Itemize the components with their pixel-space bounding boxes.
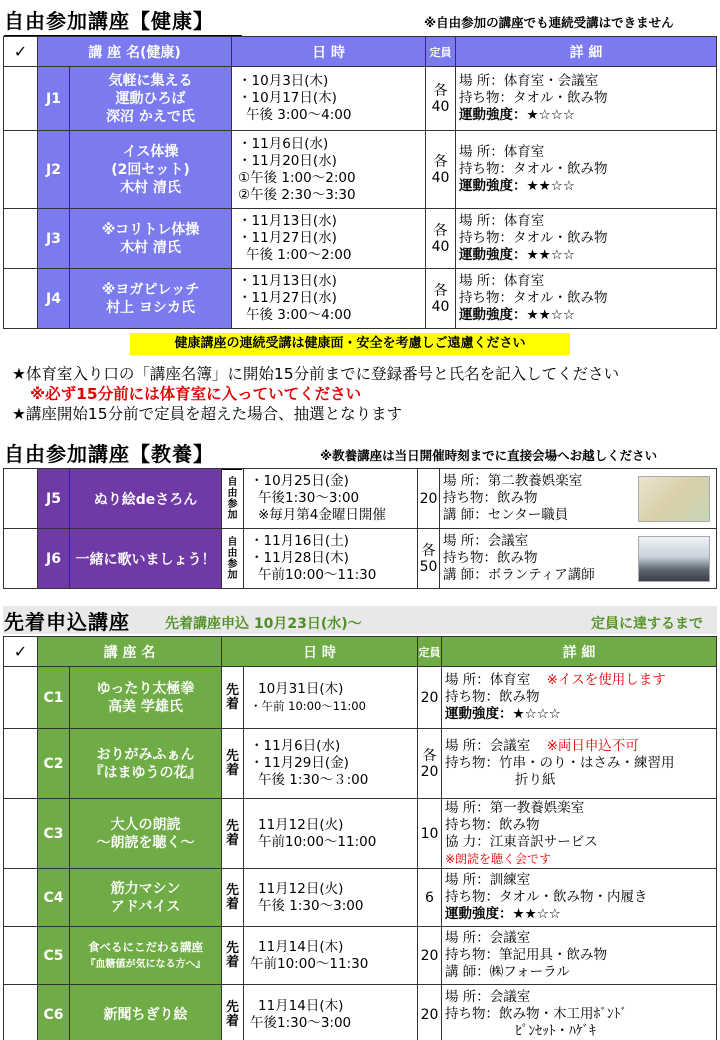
capacity xyxy=(418,799,442,869)
date-line: ・11月13日(水) xyxy=(238,273,337,289)
detail-items: 持ち物：タオル・飲み物 xyxy=(459,90,608,106)
detail-place: 場 所：会議室 xyxy=(445,989,531,1005)
capacity-value: 40 xyxy=(431,169,450,186)
table-row xyxy=(4,985,717,1040)
checkbox-cell[interactable] xyxy=(4,667,38,729)
course-name-line: 食べるにこだわる講座 xyxy=(88,939,203,954)
course-name xyxy=(70,985,222,1040)
table-header xyxy=(4,637,717,667)
course-detail xyxy=(442,869,717,927)
course-dates xyxy=(244,985,418,1040)
health-section-title xyxy=(4,5,214,34)
detail-items: 持ち物：タオル・飲み物・内履き xyxy=(445,889,648,905)
capacity-value: 20 xyxy=(420,689,439,706)
table-row xyxy=(4,209,717,269)
name-header: 講 座 名 xyxy=(38,637,222,667)
course-name xyxy=(70,799,222,869)
time-line: 午後 3:00～4:00 xyxy=(246,107,352,123)
tag-char: 自 xyxy=(227,536,238,548)
course-subtitle: 『血糖値が気になる方へ』 xyxy=(85,958,206,970)
table-row xyxy=(4,469,717,529)
detail-items: 持ち物：竹串・のり・はさみ・練習用 xyxy=(445,755,675,771)
checkbox-cell[interactable] xyxy=(4,131,38,209)
detail-items: 持ち物：タオル・飲み物 xyxy=(459,161,608,177)
course-code: C6 xyxy=(38,985,70,1040)
course-dates xyxy=(244,799,418,869)
coloring-photo xyxy=(638,476,710,522)
detail-items: 持ち物：タオル・飲み物 xyxy=(459,290,608,306)
course-detail xyxy=(456,67,717,131)
tag-char: 加 xyxy=(227,569,238,581)
instructor-name: 村上 ヨシカ氏 xyxy=(106,299,195,316)
course-name xyxy=(70,729,222,799)
time-line: 午前10:00～11:30 xyxy=(258,567,377,583)
capacity xyxy=(418,927,442,985)
instructor-name: 深沼 かえで氏 xyxy=(106,108,195,125)
date-line: 11月14日(木) xyxy=(258,997,344,1014)
checkbox-cell[interactable] xyxy=(4,67,38,131)
course-code: J6 xyxy=(38,529,70,589)
course-name xyxy=(70,209,232,269)
tag-char: 参 xyxy=(227,498,238,510)
first-come-tag xyxy=(222,667,244,729)
course-name xyxy=(70,667,222,729)
tag-char: 先 xyxy=(225,999,239,1015)
date-line: ・11月28日(木) xyxy=(250,550,349,566)
course-name-line: 運動ひろば xyxy=(115,90,186,107)
tag-char: 加 xyxy=(227,509,238,521)
course-code: J4 xyxy=(38,269,70,329)
capacity-prefix: 各 xyxy=(422,747,437,764)
detail-place: 場 所：会議室 xyxy=(443,533,529,549)
course-code: C3 xyxy=(38,799,70,869)
course-name xyxy=(70,67,232,131)
detail-place: 場 所：訓練室 xyxy=(445,872,531,888)
checkbox-cell[interactable] xyxy=(4,985,38,1040)
instructor-name: 木村 清氏 xyxy=(120,179,181,196)
free-entry-tag xyxy=(222,469,244,529)
first-come-tag xyxy=(222,985,244,1040)
detail-place: 場 所：体育室・会議室 xyxy=(459,73,599,89)
capacity-value: 40 xyxy=(431,238,450,255)
tag-char: 自 xyxy=(227,476,238,488)
time-line: 午後 3:00～4:00 xyxy=(246,307,352,323)
course-dates xyxy=(244,529,418,589)
time-line: 午後 1:00～2:00 xyxy=(246,247,352,263)
table-header xyxy=(4,37,717,67)
course-name xyxy=(70,269,232,329)
detail-instructor: 講 師：センター職員 xyxy=(443,507,569,523)
apply-start: 先着講座申込 10月23日(水)～ xyxy=(165,616,362,632)
checkbox-cell[interactable] xyxy=(4,529,38,589)
detail-intensity: 運動強度：★★☆☆ xyxy=(459,178,575,194)
detail-place: 場 所：第一教養娯楽室 xyxy=(445,799,585,816)
capacity-header: 定員 xyxy=(426,37,456,67)
tag-char: 着 xyxy=(225,954,239,970)
capacity-value: 20 xyxy=(419,490,438,507)
health-notes xyxy=(12,364,619,424)
date-line: ・11月29日(金) xyxy=(250,755,349,771)
course-detail xyxy=(442,799,717,869)
detail-place: 場 所：体育室 xyxy=(459,273,545,289)
table-row xyxy=(4,869,717,927)
table-row xyxy=(4,729,717,799)
date-line: 11月12日(火) xyxy=(258,816,344,833)
capacity-value: 10 xyxy=(420,825,439,842)
course-code: J2 xyxy=(38,131,70,209)
detail-warning: ※両日申込不可 xyxy=(546,738,639,754)
detail-items: 持ち物：筆記用具・飲み物 xyxy=(445,947,607,963)
course-dates xyxy=(244,869,418,927)
course-dates xyxy=(244,729,418,799)
edu-table xyxy=(3,468,717,589)
health-table xyxy=(3,36,717,329)
datetime-header: 日 時 xyxy=(232,37,426,67)
detail-intensity: 運動強度：★★☆☆ xyxy=(459,247,575,263)
course-code: J3 xyxy=(38,209,70,269)
course-name-line: 新聞ちぎり絵 xyxy=(103,1006,188,1023)
detail-header: 詳 細 xyxy=(456,37,717,67)
tag-char: 着 xyxy=(225,762,239,778)
first-come-tag xyxy=(222,927,244,985)
capacity xyxy=(418,529,440,589)
capacity-value: 6 xyxy=(425,889,434,906)
time-line: ①午後 1:00～2:00 xyxy=(238,169,356,186)
course-dates xyxy=(232,209,426,269)
detail-items: 持ち物：タオル・飲み物 xyxy=(459,230,608,246)
table-row xyxy=(4,67,717,131)
checkbox-cell[interactable] xyxy=(4,209,38,269)
detail-place: 場 所：第二教養娯楽室 xyxy=(443,473,583,489)
course-dates xyxy=(244,469,418,529)
course-dates xyxy=(244,927,418,985)
course-name-line: 気軽に集える xyxy=(108,72,193,89)
tag-char: 先 xyxy=(225,748,239,764)
date-line: 11月12日(火) xyxy=(258,880,344,897)
capacity xyxy=(418,469,440,529)
edu-section-title xyxy=(4,438,214,467)
capacity-value: 40 xyxy=(431,98,450,115)
detail-place: 場 所：体育室 xyxy=(459,144,545,160)
detail-instructor: 講 師：㈱フォーラル xyxy=(445,964,570,980)
detail-items: 持ち物：飲み物 xyxy=(443,550,538,566)
course-name-line: ※ヨガピレッチ xyxy=(101,281,200,298)
date-line: ・11月20日(水) xyxy=(238,152,337,169)
detail-items-cont: ﾋﾟﾝｾｯﾄ・ﾊｹﾞｷ xyxy=(515,1023,596,1039)
course-name-line: おりがみふぁん xyxy=(96,746,195,763)
detail-warning: ※朗読を聴く会です xyxy=(445,851,552,866)
detail-intensity: 運動強度：★☆☆☆ xyxy=(445,706,561,722)
detail-items: 持ち物：飲み物 xyxy=(445,689,540,705)
detail-items: 持ち物：飲み物 xyxy=(445,816,540,833)
checkbox-cell[interactable] xyxy=(4,927,38,985)
course-name xyxy=(70,869,222,927)
detail-place: 場 所：体育室 xyxy=(445,672,531,688)
edu-note: ※教養講座は当日開催時刻までに直接会場へお越しください xyxy=(320,448,658,463)
apply-until: 定員に達するまで xyxy=(591,616,703,632)
course-name: 一緒に歌いましょう！ xyxy=(70,529,222,589)
course-code: C2 xyxy=(38,729,70,799)
instructor-name: 高美 学雄氏 xyxy=(108,698,183,715)
time-line: ・午前 10:00～11:00 xyxy=(250,698,366,713)
checkbox-cell[interactable] xyxy=(4,869,38,927)
course-name-line: イス体操 xyxy=(122,143,179,160)
capacity xyxy=(426,209,456,269)
date-line: ・10月17日(木) xyxy=(238,90,337,106)
date-line: ・10月3日(木) xyxy=(238,73,329,89)
course-detail xyxy=(440,469,717,529)
course-detail xyxy=(442,985,717,1040)
capacity-value: 20 xyxy=(420,947,439,964)
course-code: J1 xyxy=(38,67,70,131)
course-name-line: アドバイス xyxy=(110,898,181,915)
health-note: ※自由参加の講座でも連続受講はできません xyxy=(424,15,674,30)
first-come-tag xyxy=(222,799,244,869)
tag-char: 着 xyxy=(225,1013,239,1029)
capacity-value: 20 xyxy=(420,1006,439,1023)
note-lottery: ★講座開始15分前で定員を超えた場合、抽選となります xyxy=(12,405,403,423)
capacity xyxy=(418,729,442,799)
capacity xyxy=(426,269,456,329)
course-dates xyxy=(232,67,426,131)
table-row xyxy=(4,269,717,329)
course-detail xyxy=(442,667,717,729)
edu-title-text: 自由参加講座【教養】 xyxy=(4,442,214,466)
capacity xyxy=(426,131,456,209)
time-line: 午後1:30～3:00 xyxy=(250,1014,352,1031)
schedule-note: ※毎月第4金曜日開催 xyxy=(258,507,386,523)
instructor-name: 木村 清氏 xyxy=(120,239,181,256)
date-line: ・10月25日(金) xyxy=(250,473,349,489)
tag-char: 先 xyxy=(225,682,239,698)
course-code: C1 xyxy=(38,667,70,729)
check-header: ✓ xyxy=(4,637,38,667)
detail-instructor: 講 師：ボランティア講師 xyxy=(443,567,595,583)
course-subtitle: ～朗読を聴く～ xyxy=(96,834,195,851)
health-warning-banner: 健康講座の連続受講は健康面・安全を考慮しご遠慮ください xyxy=(130,333,570,355)
tag-char: 由 xyxy=(227,487,238,499)
detail-items: 持ち物：飲み物 xyxy=(443,490,538,506)
course-dates xyxy=(244,667,418,729)
name-header: 講 座 名(健康) xyxy=(38,37,232,67)
capacity-prefix: 各 xyxy=(421,542,436,559)
first-come-tag xyxy=(222,869,244,927)
capacity xyxy=(418,869,442,927)
course-name xyxy=(70,131,232,209)
course-name-line: (2回セット) xyxy=(111,161,190,178)
first-title-text: 先着申込講座 xyxy=(4,610,130,634)
course-detail xyxy=(442,927,717,985)
date-line: ・11月27日(水) xyxy=(238,230,337,246)
date-line: 10月31日(木) xyxy=(258,680,344,697)
tag-char: 着 xyxy=(225,696,239,712)
course-dates xyxy=(232,269,426,329)
first-section-title xyxy=(4,606,130,635)
date-line: ・11月6日(水) xyxy=(250,738,341,754)
course-detail xyxy=(440,529,717,589)
course-name-line: ※コリトレ体操 xyxy=(101,221,200,238)
singing-photo xyxy=(638,536,710,582)
course-name-line: 筋力マシン xyxy=(110,880,181,897)
tag-char: 着 xyxy=(225,832,239,848)
course-dates xyxy=(232,131,426,209)
course-code: C4 xyxy=(38,869,70,927)
course-name-line: ゆったり太極拳 xyxy=(96,680,195,697)
time-line: ②午後 2:30～3:30 xyxy=(238,186,356,203)
table-row xyxy=(4,529,717,589)
detail-place: 場 所：会議室 xyxy=(445,930,531,946)
datetime-header: 日 時 xyxy=(222,637,418,667)
date-line: ・11月27日(水) xyxy=(238,290,337,306)
time-line: 午前10:00～11:00 xyxy=(258,833,377,850)
detail-items-cont: 折り紙 xyxy=(515,772,556,788)
capacity xyxy=(418,667,442,729)
tag-char: 先 xyxy=(225,882,239,898)
detail-intensity: 運動強度：★☆☆☆ xyxy=(459,107,575,123)
tag-char: 着 xyxy=(225,896,239,912)
detail-place: 場 所：会議室 xyxy=(445,738,531,754)
first-come-table xyxy=(3,636,717,1040)
checkbox-cell[interactable] xyxy=(4,729,38,799)
course-subtitle: 『はまゆうの花』 xyxy=(89,764,202,781)
detail-place: 場 所：体育室 xyxy=(459,213,545,229)
capacity-prefix: 各 xyxy=(433,282,448,299)
course-code: J5 xyxy=(38,469,70,529)
note-arrival-warning: ※必ず15分前には体育室に入っていてください xyxy=(30,385,362,403)
capacity-prefix: 各 xyxy=(433,82,448,99)
table-row xyxy=(4,927,717,985)
table-row xyxy=(4,799,717,869)
time-line: 午後 1:30～3:00 xyxy=(258,897,364,914)
detail-items: 持ち物：飲み物・木工用ﾎﾞﾝﾄﾞ xyxy=(445,1006,628,1022)
course-code: C5 xyxy=(38,927,70,985)
checkbox-cell[interactable] xyxy=(4,469,38,529)
detail-header: 詳 細 xyxy=(442,637,717,667)
time-line: 午前10:00～11:30 xyxy=(250,955,369,972)
date-line: 11月14日(木) xyxy=(258,938,344,955)
free-entry-tag xyxy=(222,529,244,589)
table-row xyxy=(4,131,717,209)
checkbox-cell[interactable] xyxy=(4,269,38,329)
tag-char: 由 xyxy=(227,547,238,559)
course-name-line: 大人の朗読 xyxy=(110,816,181,833)
date-line: ・11月13日(水) xyxy=(238,213,337,229)
detail-intensity: 運動強度：★★☆☆ xyxy=(445,906,561,922)
detail-intensity: 運動強度：★★☆☆ xyxy=(459,307,575,323)
note-registration: ★体育室入り口の「講座名簿」に開始15分前までに登録番号と氏名を記入してください xyxy=(12,365,620,383)
capacity-value: 40 xyxy=(431,298,450,315)
course-name xyxy=(70,927,222,985)
detail-warning: ※イスを使用します xyxy=(546,672,666,688)
capacity-prefix: 各 xyxy=(433,222,448,239)
course-detail xyxy=(456,269,717,329)
capacity-value: 20 xyxy=(420,763,439,780)
time-line: 午後1:30～3:00 xyxy=(258,490,360,506)
checkbox-cell[interactable] xyxy=(4,799,38,869)
capacity-header: 定員 xyxy=(418,637,442,667)
first-come-tag xyxy=(222,729,244,799)
health-title-text: 自由参加講座【健康】 xyxy=(4,9,214,33)
capacity-prefix: 各 xyxy=(433,153,448,170)
check-header: ✓ xyxy=(4,37,38,67)
course-detail xyxy=(456,131,717,209)
date-line: ・11月16日(土) xyxy=(250,533,349,549)
table-row xyxy=(4,667,717,729)
capacity xyxy=(426,67,456,131)
tag-char: 先 xyxy=(225,818,239,834)
detail-cooperation: 協 力：江東音訳サービス xyxy=(445,833,598,850)
course-detail xyxy=(442,729,717,799)
course-detail xyxy=(456,209,717,269)
date-line: ・11月6日(水) xyxy=(238,135,329,152)
capacity-value: 50 xyxy=(419,558,438,575)
tag-char: 先 xyxy=(225,940,239,956)
capacity xyxy=(418,985,442,1040)
tag-char: 参 xyxy=(227,558,238,570)
time-line: 午後 1:30～３:00 xyxy=(258,772,369,788)
course-name: ぬり絵deさろん xyxy=(70,469,222,529)
